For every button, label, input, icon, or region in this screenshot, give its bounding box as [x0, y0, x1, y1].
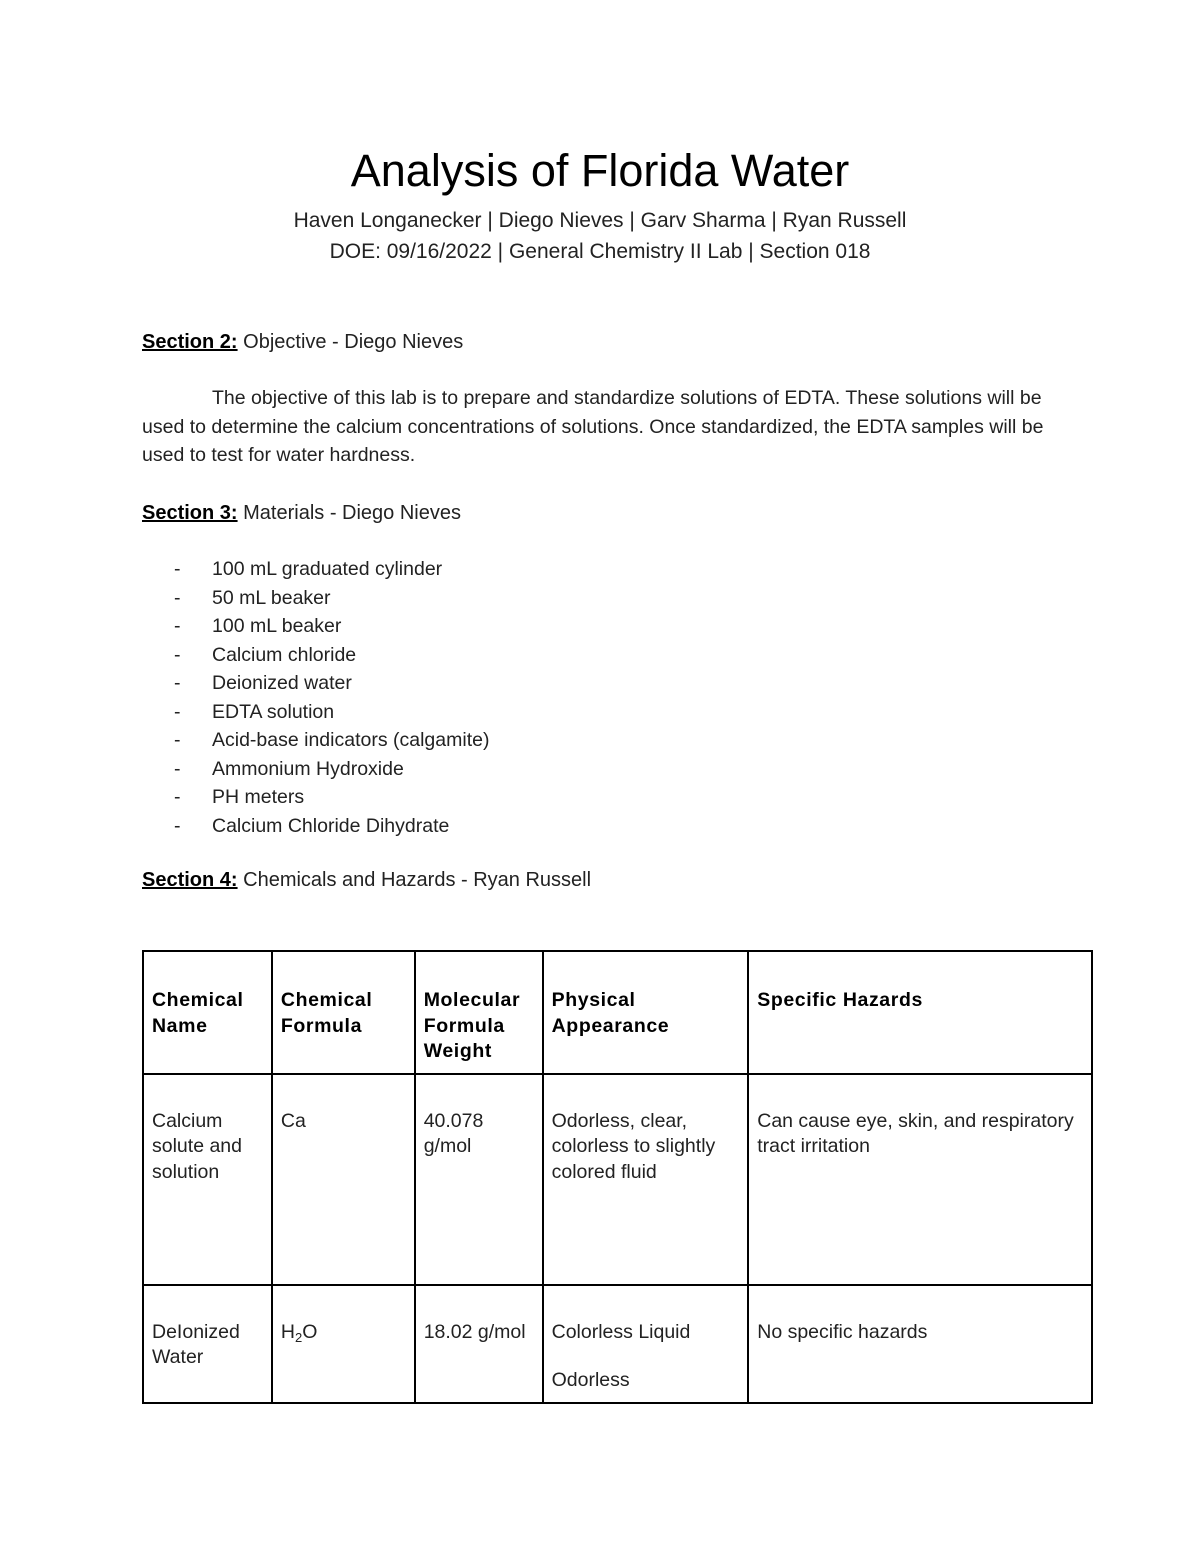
table-row	[143, 1285, 1092, 1403]
list-dash: -	[174, 586, 181, 609]
list-dash: -	[174, 672, 181, 694]
section-4-heading	[142, 866, 591, 894]
document-title: Analysis of Florida Water	[350, 145, 850, 196]
table-row	[143, 1074, 1092, 1285]
cell-specific-hazards: No specific hazards	[748, 1285, 1092, 1403]
section-2-title: Objective - Diego Nieves	[237, 331, 464, 353]
cell-chemical-formula: $H_2O$	[272, 1285, 415, 1403]
table-header-row	[143, 951, 1092, 1074]
list-dash: -	[174, 700, 181, 723]
list-item: - Calcium Chloride Dihydrate	[142, 812, 489, 841]
list-item: - Ammonium Hydroxide	[142, 755, 489, 784]
list-item: - EDTA solution	[142, 698, 489, 727]
cell-specific-hazards: Can cause eye, skin, and respiratory tract irritation	[748, 1074, 1092, 1285]
section-3-title: Materials - Diego Nieves	[237, 502, 461, 524]
cell-chemical-name: DeIonized Water	[143, 1285, 272, 1403]
header-chemical-name: Chemical Name	[143, 951, 272, 1074]
materials-list	[142, 555, 489, 840]
objective-paragraph	[142, 384, 1062, 470]
list-item: - PH meters	[142, 783, 489, 812]
cell-chemical-name: Calcium solute and solution	[143, 1074, 272, 1285]
list-dash: -	[174, 643, 181, 666]
chemicals-hazards-table	[142, 950, 1093, 1404]
date-course-line: DOE: 09/16/2022 | General Chemistry II Lab | Section 018	[329, 240, 871, 263]
header-physical-appearance: Physical Appearance	[543, 951, 749, 1074]
list-item: - Deionized water	[142, 669, 489, 698]
cell-chemical-formula: Ca	[272, 1074, 415, 1285]
objective-text: The objective of this lab is to prepare and standardize solutions of EDTA. These solutions will be used to determine the calcium concentrations of solutions. Once standardized, the EDTA samples will be used to test for water hardness.	[142, 387, 1044, 466]
list-dash: -	[174, 729, 181, 751]
header-specific-hazards: Specific Hazards	[748, 951, 1092, 1074]
cell-molecular-weight: 40.078 g/mol	[415, 1074, 543, 1285]
header-chemical-formula: Chemical Formula	[272, 951, 415, 1074]
cell-physical-appearance: Odorless, clear, colorless to slightly colored fluid	[543, 1074, 749, 1285]
list-dash: -	[174, 786, 181, 808]
list-item: - Calcium chloride	[142, 641, 489, 670]
section-3-heading	[142, 499, 461, 527]
authors-line: Haven Longanecker | Diego Nieves | Garv Sharma | Ryan Russell	[293, 209, 907, 232]
header-molecular-weight: Molecular Formula Weight	[415, 951, 543, 1074]
list-item: - 100 mL graduated cylinder	[142, 555, 489, 584]
cell-molecular-weight: 18.02 g/mol	[415, 1285, 543, 1403]
list-item: - 50 mL beaker	[142, 584, 489, 613]
list-item: - 100 mL beaker	[142, 612, 489, 641]
list-dash: -	[174, 615, 181, 637]
section-2-label: Section 2:	[142, 331, 238, 353]
cell-physical-appearance: Colorless Liquid Odorless	[543, 1285, 749, 1403]
section-4-label: Section 4:	[142, 869, 238, 891]
list-item: - Acid-base indicators (calgamite)	[142, 726, 489, 755]
list-dash: -	[174, 757, 181, 780]
list-dash: -	[174, 558, 181, 580]
section-2-heading	[142, 328, 463, 356]
section-3-label: Section 3:	[142, 502, 238, 524]
list-dash: -	[174, 814, 181, 837]
section-4-title: Chemicals and Hazards - Ryan Russell	[237, 869, 592, 891]
